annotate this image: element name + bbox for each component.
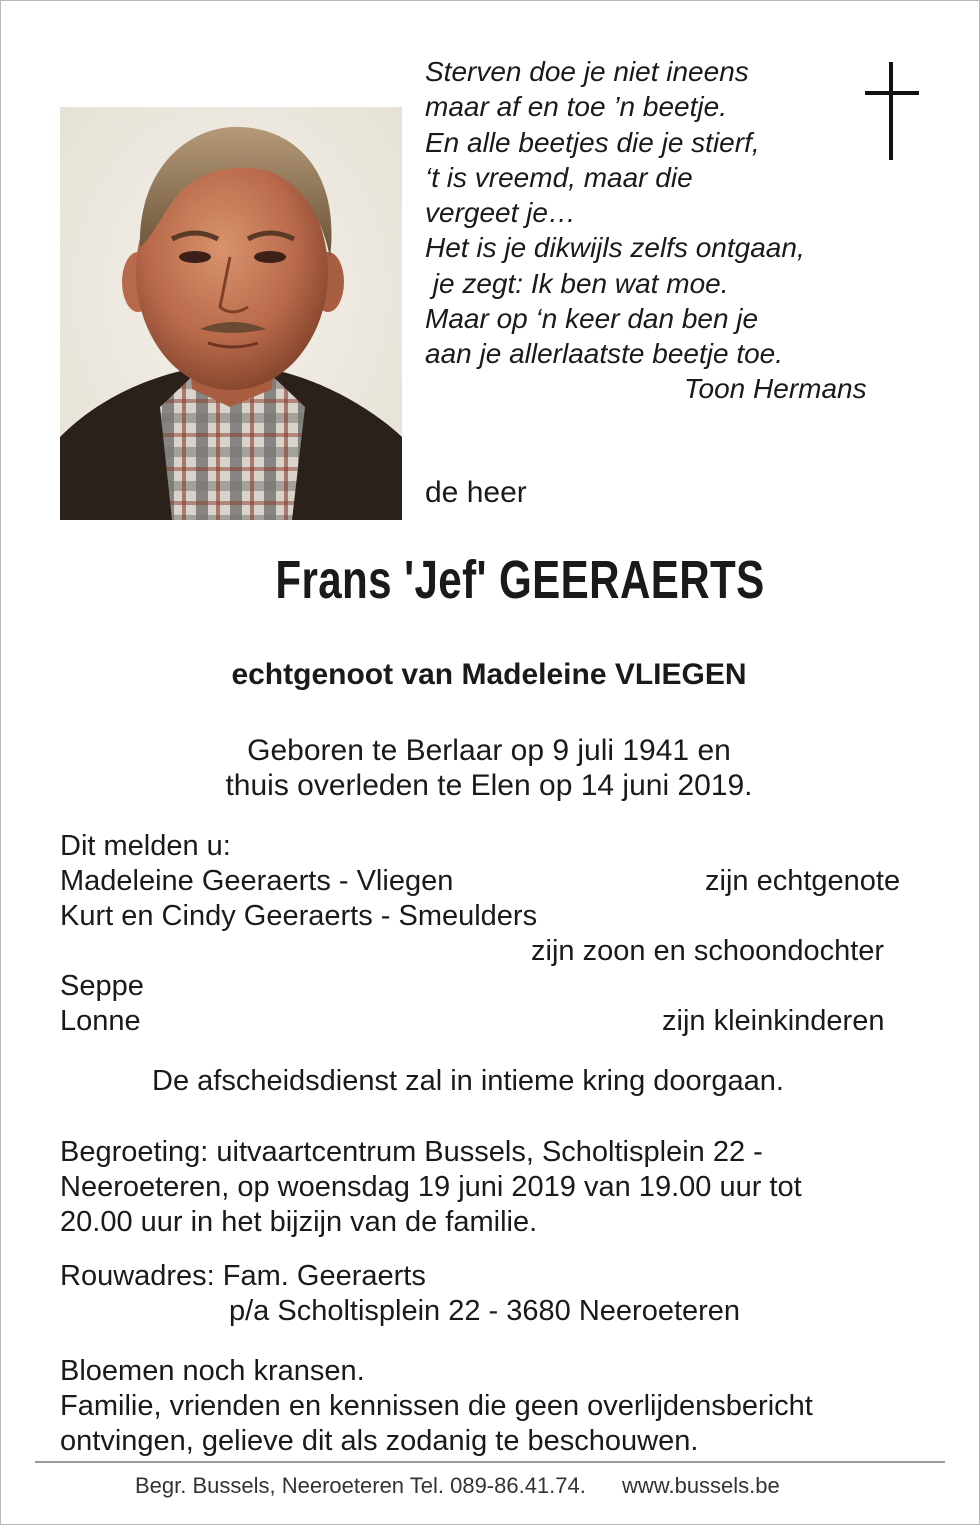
closing-line: ontvingen, gelieve dit als zodanig te beschouwen. xyxy=(60,1425,699,1457)
birth-line: Geboren te Berlaar op 9 juli 1941 en xyxy=(247,734,731,767)
mourning-address-label: Rouwadres: Fam. Geeraerts xyxy=(60,1260,426,1292)
portrait-photo xyxy=(60,107,402,520)
greeting-line: Neeroeteren, op woensdag 19 juni 2019 van 19.00 uur tot xyxy=(60,1171,802,1203)
spouse-line: echtgenoot van Madeleine VLIEGEN xyxy=(231,658,747,691)
deceased-name: Frans 'Jef' GEERAERTS xyxy=(275,550,765,610)
service-note: De afscheidsdienst zal in intieme kring doorgaan. xyxy=(152,1065,784,1097)
grandchild-name: Lonne xyxy=(60,1005,141,1037)
announcers-intro: Dit melden u: xyxy=(60,830,231,862)
title-prefix: de heer xyxy=(425,476,527,509)
family-member-relation: zijn zoon en schoondochter xyxy=(531,935,885,967)
poem-author: Toon Hermans xyxy=(684,373,867,404)
family-member-relation: zijn echtgenote xyxy=(705,865,901,897)
poem-text: Sterven doe je niet ineens maar af en toe ’n beetje. En alle beetjes die je stierf, ‘t is vreemd, maar die vergeet je… Het is je dikwijls zelfs ontgaan, je zegt: Ik ben wat moe. Maar op ‘n keer dan ben je aan je allerlaatste beetje toe. xyxy=(425,56,805,370)
family-member-name: Kurt en Cindy Geeraerts - Smeulders xyxy=(60,900,538,932)
closing-line: Bloemen noch kransen. xyxy=(60,1355,365,1387)
family-member-name: Madeleine Geeraerts - Vliegen xyxy=(60,865,454,897)
footer-contact: Begr. Bussels, Neeroeteren Tel. 089-86.41.74. xyxy=(135,1473,586,1498)
greeting-line: 20.00 uur in het bijzijn van de familie. xyxy=(60,1206,538,1238)
grandchild-name: Seppe xyxy=(60,970,144,1002)
footer-website-link[interactable]: www.bussels.be xyxy=(622,1473,780,1498)
footer-divider xyxy=(35,1461,945,1463)
birth-death-info xyxy=(0,733,978,803)
footer xyxy=(135,1472,780,1500)
closing-line: Familie, vrienden en kennissen die geen overlijdensbericht xyxy=(60,1390,813,1422)
greeting-line: Begroeting: uitvaartcentrum Bussels, Scholtisplein 22 - xyxy=(60,1136,763,1168)
mourning-address: p/a Scholtisplein 22 - 3680 Neeroeteren xyxy=(229,1295,741,1327)
family-member-relation: zijn kleinkinderen xyxy=(662,1005,885,1037)
death-line: thuis overleden te Elen op 14 juni 2019. xyxy=(225,769,753,802)
cross-icon xyxy=(862,62,922,160)
